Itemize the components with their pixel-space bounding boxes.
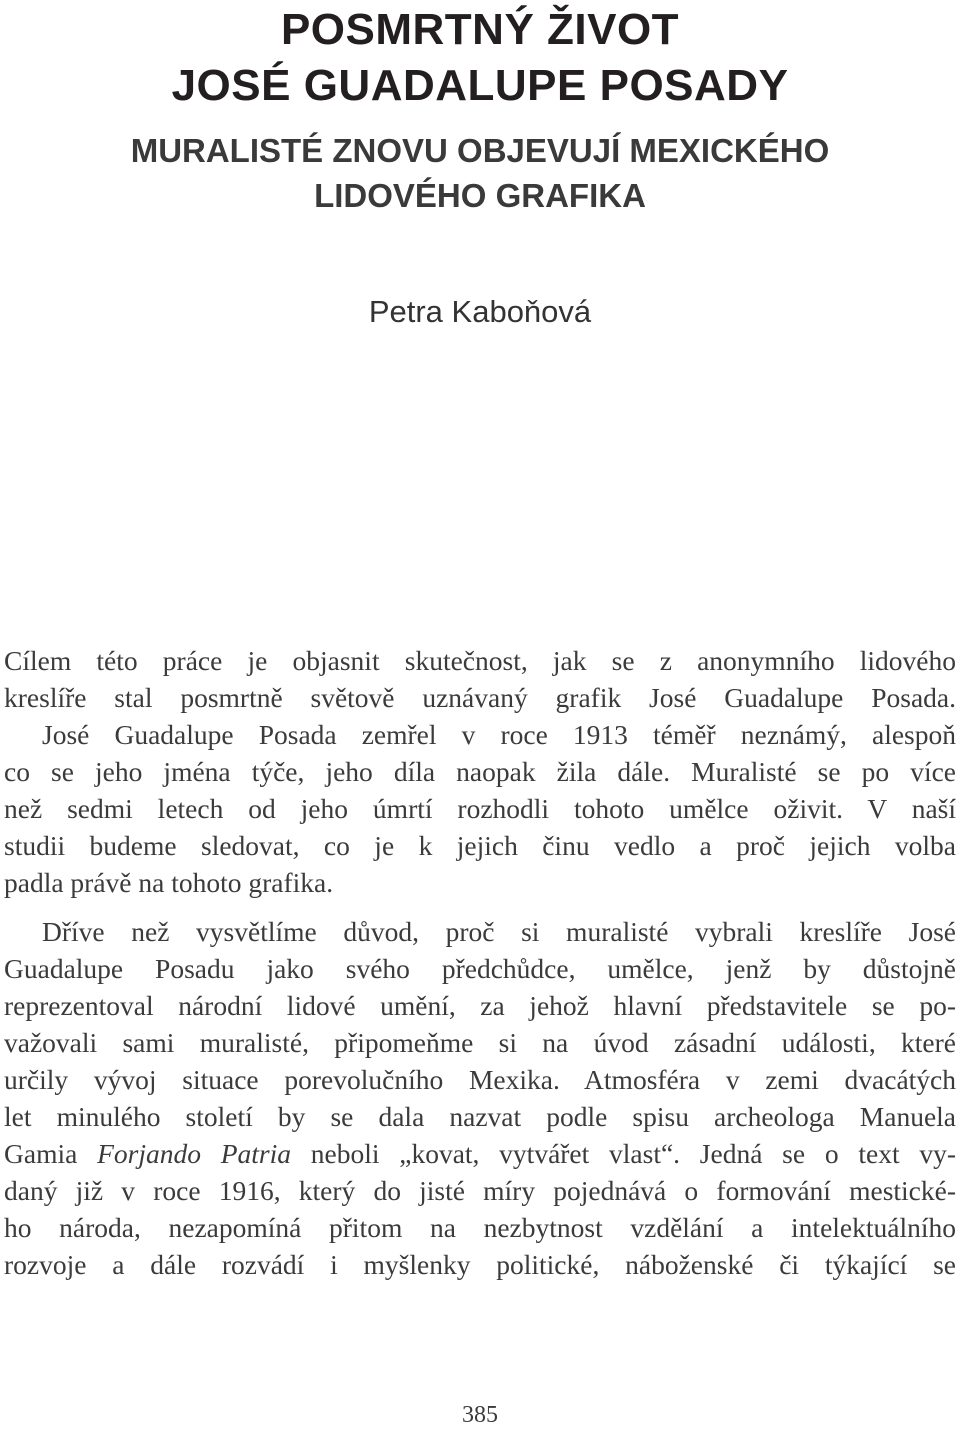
paragraph-1-line: studii budeme sledovat, co je k jejich činu vedlo a proč jejich volba [4, 830, 956, 861]
line-text-after-italic: neboli „kovat, vytvářet vlast“. Jedná se o text vy- [291, 1138, 956, 1169]
subtitle-line-1: MURALISTÉ ZNOVU OBJEVUJÍ MEXICKÉHO [130, 132, 830, 169]
paragraph-1-line: co se jeho jména týče, jeho díla naopak žila dále. Muralisté se po více [4, 756, 956, 787]
paragraph-1-line: José Guadalupe Posada zemřel v roce 1913 téměř neznámý, alespoň [42, 719, 956, 750]
paragraph-2-line: ho národa, nezapomíná přitom na nezbytnost vzdělání a intelektuálního [4, 1212, 956, 1243]
paragraph-1-line: kreslíře stal posmrtně světově uznávaný grafik José Guadalupe Posada. [4, 682, 956, 713]
title-line-1: POSMRTNÝ ŽIVOT [280, 5, 680, 54]
author-name: Petra Kaboňová [368, 294, 592, 329]
paragraph-2-line: Dříve než vysvětlíme důvod, proč si muralisté vybrali kreslíře José [42, 916, 956, 947]
paragraph-2-line: určily vývoj situace porevolučního Mexika. Atmosféra v zemi dvacátých [4, 1064, 956, 1095]
paragraph-2 [4, 913, 956, 1283]
page-number: 385 [462, 1402, 498, 1428]
subtitle-line-2: LIDOVÉHO GRAFIKA [314, 177, 646, 214]
paragraph-2-line: daný již v roce 1916, který do jisté míry pojednává o formování mestické- [4, 1175, 956, 1206]
paragraph-2-line: reprezentoval národní lidové umění, za jehož hlavní představitele se po- [4, 990, 956, 1021]
paragraph-1-line: padla právě na tohoto grafika. [4, 867, 334, 898]
paragraph-1-line: než sedmi letech od jeho úmrtí rozhodli tohoto umělce oživit. V naší [4, 793, 956, 824]
line-text-before-italic: Gamia [4, 1138, 98, 1169]
italic-book-title: Forjando Patria [97, 1138, 291, 1169]
paragraph-2-line: Guadalupe Posadu jako svého předchůdce, umělce, jenž by důstojně [4, 953, 956, 984]
paragraph-2-line: rozvoje a dále rozvádí i myšlenky politické, náboženské či týkající se [4, 1249, 956, 1280]
paragraph-2-line-with-italic [4, 1135, 956, 1172]
paragraph-1-line: Cílem této práce je objasnit skutečnost, jak se z anonymního lidového [4, 645, 956, 676]
title-line-2: JOSÉ GUADALUPE POSADY [171, 61, 789, 110]
paragraph-2-line: važovali sami muralisté, připomeňme si na úvod zásadní události, které [4, 1027, 956, 1058]
paragraph-2-line: let minulého století by se dala nazvat podle spisu archeologa Manuela [4, 1101, 956, 1132]
paragraph-1 [4, 642, 956, 901]
